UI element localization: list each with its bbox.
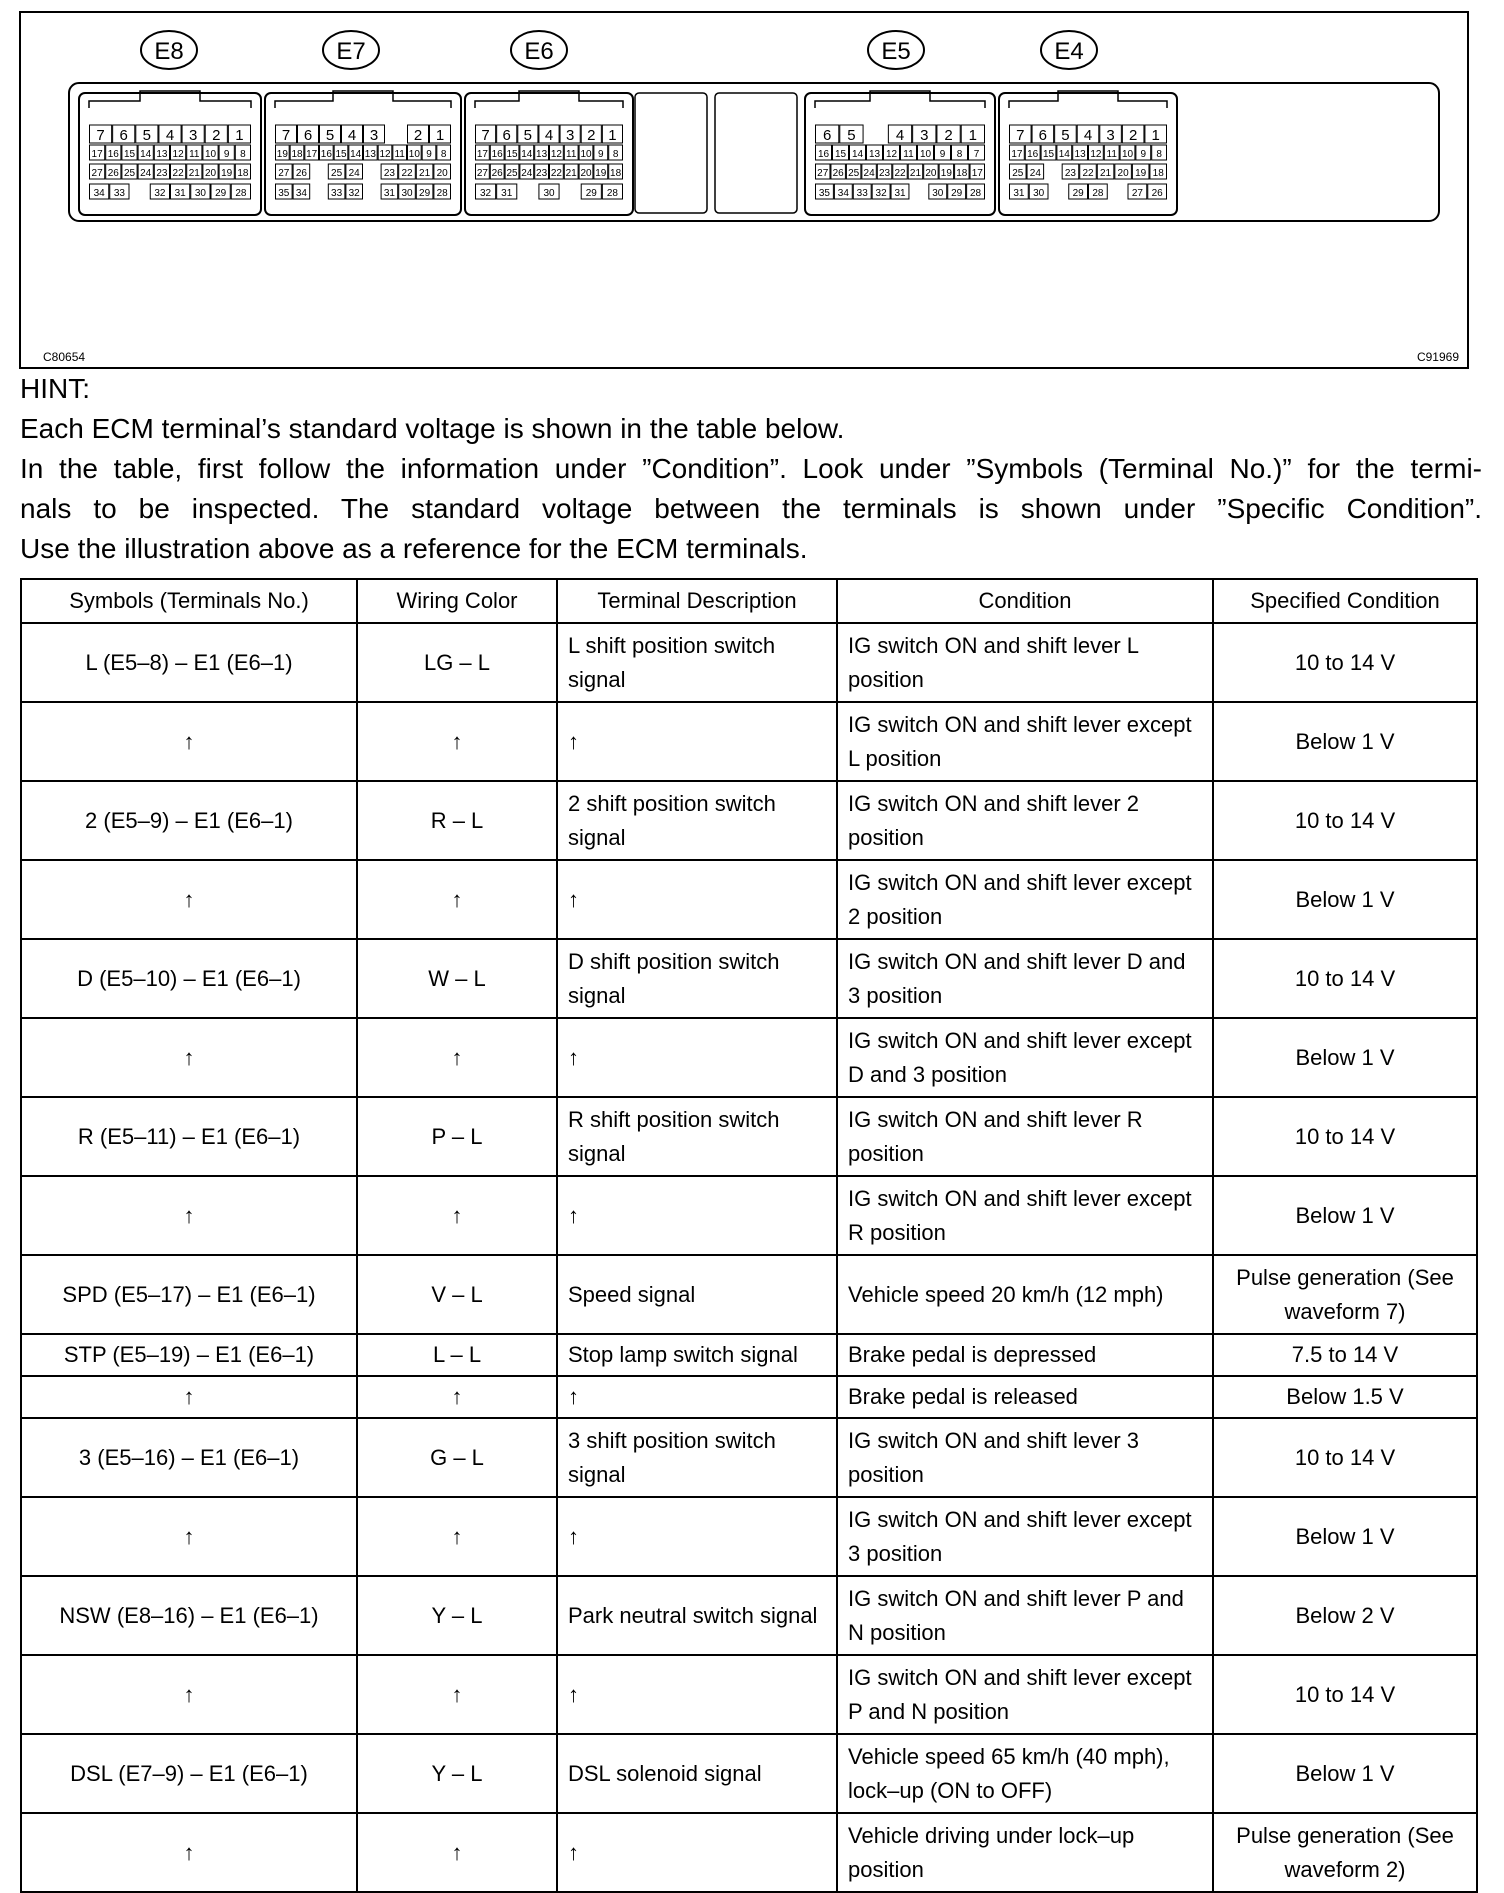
terminal-number: 6 [502, 127, 511, 144]
terminal-number: 10 [919, 149, 932, 160]
terminal-number: 7 [1016, 127, 1025, 144]
cell-description: ↑ [557, 860, 837, 939]
cell-specified: Pulse generation (See waveform 7) [1213, 1255, 1477, 1334]
terminal-number: 11 [903, 149, 914, 160]
terminal-number: 28 [969, 188, 982, 199]
cell-wiring-color: ↑ [357, 1018, 557, 1097]
terminal-number: 7 [481, 127, 490, 144]
terminal-number: 3 [920, 127, 929, 144]
table-row [21, 1376, 1477, 1418]
cell-symbol: STP (E5–19) – E1 (E6–1) [21, 1334, 357, 1376]
terminal-number: 13 [364, 149, 376, 160]
terminal-number: 32 [348, 188, 360, 199]
table-row [21, 1255, 1477, 1334]
terminal-number: 31 [383, 188, 395, 199]
cell-wiring-color: LG – L [357, 623, 557, 702]
terminal-number: 28 [1092, 188, 1104, 199]
cell-specified: Below 1 V [1213, 1497, 1477, 1576]
terminal-number: 22 [172, 168, 184, 179]
terminal-number: 4 [895, 127, 905, 144]
terminal-number: 1 [435, 127, 445, 144]
table-row [21, 939, 1477, 1018]
terminal-number: 23 [383, 168, 395, 179]
terminal-number: 23 [878, 168, 891, 179]
cell-symbol: 3 (E5–16) – E1 (E6–1) [21, 1418, 357, 1497]
cell-symbol: ↑ [21, 1813, 357, 1892]
terminal-number: 24 [1029, 168, 1041, 179]
terminal-number: 25 [123, 168, 136, 179]
terminal-number: 35 [278, 188, 290, 199]
cell-condition: IG switch ON and shift lever except R position [837, 1176, 1213, 1255]
header-specified-condition: Specified Condition [1213, 579, 1477, 623]
cell-description: Stop lamp switch signal [557, 1334, 837, 1376]
cell-wiring-color: P – L [357, 1097, 557, 1176]
terminal-number: 27 [817, 168, 829, 179]
ecm-connector-drawing [21, 13, 1467, 367]
cell-specified: Pulse generation (See waveform 2) [1213, 1813, 1477, 1892]
terminal-number: 19 [276, 149, 288, 160]
terminal-number: 5 [142, 127, 152, 144]
terminal-number: 9 [1140, 149, 1147, 160]
terminal-number: 21 [1099, 168, 1112, 179]
cell-wiring-color: L – L [357, 1334, 557, 1376]
cell-wiring-color: Y – L [357, 1576, 557, 1655]
terminal-number: 22 [894, 168, 906, 179]
terminal-number: 9 [598, 149, 604, 160]
terminal-number: 20 [436, 168, 448, 179]
hint-line-3: nals to be inspected. The standard voltage between the terminals is shown under ”Specific Condition”. [20, 493, 1482, 524]
cell-specified: Below 1 V [1213, 702, 1477, 781]
terminal-number: 34 [93, 188, 105, 199]
cell-specified: 10 to 14 V [1213, 1097, 1477, 1176]
terminal-number: 1 [608, 127, 617, 144]
header-terminal-description: Terminal Description [557, 579, 837, 623]
table-row [21, 860, 1477, 939]
cell-specified: Below 1 V [1213, 1734, 1477, 1813]
cell-wiring-color: V – L [357, 1255, 557, 1334]
terminal-number: 26 [1151, 188, 1163, 199]
cell-description: DSL solenoid signal [557, 1734, 837, 1813]
cell-description: R shift position switch signal [557, 1097, 837, 1176]
cell-condition: IG switch ON and shift lever except D and 3 position [837, 1018, 1213, 1097]
terminal-number: 22 [401, 168, 413, 179]
terminal-number: 8 [240, 149, 246, 160]
cell-description: Speed signal [557, 1255, 837, 1334]
terminal-number: 14 [521, 149, 533, 160]
terminal-number: 16 [817, 149, 830, 160]
terminal-number: 35 [818, 188, 831, 199]
cell-specified: Below 1.5 V [1213, 1376, 1477, 1418]
cell-specified: Below 1 V [1213, 1176, 1477, 1255]
cell-description: ↑ [557, 1176, 837, 1255]
terminal-number: 32 [154, 188, 166, 199]
terminal-number: 18 [1152, 168, 1164, 179]
cell-symbol: ↑ [21, 1376, 357, 1418]
terminal-number: 16 [320, 149, 332, 160]
terminal-number: 30 [543, 188, 555, 199]
connector-e8 [79, 31, 261, 215]
terminal-number: 5 [523, 127, 533, 144]
terminal-number: 6 [1038, 127, 1048, 144]
terminal-number: 30 [932, 188, 944, 199]
cell-condition: Brake pedal is depressed [837, 1334, 1213, 1376]
terminal-number: 10 [580, 149, 592, 160]
terminal-number: 33 [856, 188, 868, 199]
cell-condition: IG switch ON and shift lever P and N position [837, 1576, 1213, 1655]
terminal-number: 13 [868, 149, 881, 160]
cell-specified: 10 to 14 V [1213, 939, 1477, 1018]
terminal-number: 5 [1061, 127, 1070, 144]
terminal-number: 20 [925, 168, 937, 179]
terminal-number: 29 [951, 188, 963, 199]
cell-condition: IG switch ON and shift lever except 2 position [837, 860, 1213, 939]
cell-condition: IG switch ON and shift lever except L position [837, 702, 1213, 781]
cell-wiring-color: ↑ [357, 1813, 557, 1892]
terminal-number: 4 [347, 127, 357, 144]
cell-specified: 10 to 14 V [1213, 623, 1477, 702]
terminal-number: 11 [394, 149, 405, 160]
hint-line-1: Each ECM terminal’s standard voltage is shown in the table below. [20, 413, 845, 444]
connector-e4 [999, 31, 1177, 215]
terminal-number: 27 [278, 168, 290, 179]
terminal-number: 25 [1012, 168, 1024, 179]
terminal-number: 17 [971, 168, 983, 179]
cell-description: ↑ [557, 1655, 837, 1734]
cell-wiring-color: Y – L [357, 1734, 557, 1813]
figure-code-right: C91969 [1416, 350, 1459, 364]
connector-label: E6 [524, 38, 554, 65]
terminal-number: 19 [1135, 168, 1147, 179]
terminal-number: 3 [369, 127, 379, 144]
terminal-number: 24 [863, 168, 875, 179]
terminal-number: 20 [580, 168, 592, 179]
terminal-number: 30 [194, 188, 206, 199]
connector-e6 [465, 31, 633, 215]
terminal-number: 27 [91, 168, 103, 179]
cell-symbol: SPD (E5–17) – E1 (E6–1) [21, 1255, 357, 1334]
cell-condition: Vehicle speed 65 km/h (40 mph), lock–up (ON to OFF) [837, 1734, 1213, 1813]
terminal-number: 12 [1090, 149, 1102, 160]
blank-module [715, 93, 797, 213]
cell-wiring-color: ↑ [357, 1176, 557, 1255]
cell-specified: Below 1 V [1213, 1018, 1477, 1097]
terminal-number: 28 [235, 188, 247, 199]
terminal-number: 16 [491, 149, 503, 160]
cell-condition: IG switch ON and shift lever L position [837, 623, 1213, 702]
terminal-number: 27 [476, 168, 488, 179]
terminal-number: 28 [436, 188, 448, 199]
cell-symbol: ↑ [21, 1018, 357, 1097]
terminal-number: 25 [331, 168, 343, 179]
terminal-number: 19 [595, 168, 607, 179]
header-condition: Condition [837, 579, 1213, 623]
cell-specified: Below 2 V [1213, 1576, 1477, 1655]
cell-wiring-color: ↑ [357, 1497, 557, 1576]
cell-symbol: D (E5–10) – E1 (E6–1) [21, 939, 357, 1018]
cell-condition: IG switch ON and shift lever R position [837, 1097, 1213, 1176]
hint-title: HINT: [20, 373, 90, 404]
terminal-number: 25 [506, 168, 518, 179]
cell-specified: 10 to 14 V [1213, 1418, 1477, 1497]
cell-description: 2 shift position switch signal [557, 781, 837, 860]
terminal-number: 13 [536, 149, 548, 160]
terminal-number: 10 [1121, 149, 1134, 160]
terminal-number: 2 [212, 127, 221, 144]
terminal-number: 17 [476, 149, 488, 160]
terminal-number: 24 [140, 168, 152, 179]
terminal-number: 17 [1011, 149, 1023, 160]
cell-symbol: L (E5–8) – E1 (E6–1) [21, 623, 357, 702]
cell-specified: 7.5 to 14 V [1213, 1334, 1477, 1376]
cell-symbol: ↑ [21, 1497, 357, 1576]
terminal-number: 14 [1058, 149, 1070, 160]
terminal-number: 15 [123, 149, 136, 160]
cell-symbol: 2 (E5–9) – E1 (E6–1) [21, 781, 357, 860]
table-header-row [21, 579, 1477, 623]
terminal-number: 23 [536, 168, 548, 179]
cell-description: ↑ [557, 702, 837, 781]
table-row [21, 1497, 1477, 1576]
terminal-number: 23 [1064, 168, 1077, 179]
terminal-number: 27 [1131, 188, 1143, 199]
terminal-number: 1 [235, 127, 244, 144]
terminal-number: 26 [491, 168, 503, 179]
terminal-number: 26 [107, 168, 119, 179]
terminal-number: 14 [350, 149, 362, 160]
blank-module [635, 93, 707, 213]
terminal-number: 8 [956, 149, 963, 160]
connector-e5 [805, 31, 995, 215]
terminal-number: 17 [91, 149, 103, 160]
hint-line-2: In the table, first follow the information under ”Condition”. Look under ”Symbols (Terminal No.)” for the termi- [20, 453, 1482, 484]
terminal-number: 18 [956, 168, 968, 179]
terminal-number: 7 [973, 149, 980, 160]
terminal-number: 26 [295, 168, 307, 179]
cell-description: ↑ [557, 1497, 837, 1576]
connector-label: E5 [881, 38, 911, 65]
table-row [21, 1018, 1477, 1097]
terminal-number: 21 [565, 168, 577, 179]
terminal-number: 12 [379, 149, 391, 160]
terminal-number: 32 [875, 188, 887, 199]
terminal-number: 33 [113, 188, 125, 199]
terminal-number: 21 [188, 168, 200, 179]
terminal-number: 22 [550, 168, 562, 179]
terminal-number: 12 [172, 149, 184, 160]
cell-condition: Vehicle speed 20 km/h (12 mph) [837, 1255, 1213, 1334]
terminal-number: 13 [156, 149, 168, 160]
terminal-number: 19 [940, 168, 952, 179]
terminal-number: 9 [426, 149, 432, 160]
terminal-number: 3 [188, 127, 198, 144]
terminal-number: 5 [847, 127, 856, 144]
terminal-number: 9 [939, 149, 946, 160]
cell-description: ↑ [557, 1376, 837, 1418]
table-row [21, 623, 1477, 702]
terminal-voltage-table [20, 578, 1478, 1893]
terminal-number: 24 [521, 168, 533, 179]
terminal-number: 14 [140, 149, 152, 160]
terminal-number: 17 [306, 149, 318, 160]
terminal-number: 22 [1082, 168, 1094, 179]
terminal-number: 26 [832, 168, 844, 179]
terminal-number: 25 [848, 168, 860, 179]
terminal-number: 16 [107, 149, 119, 160]
terminal-number: 8 [1156, 149, 1162, 160]
table-row [21, 1334, 1477, 1376]
cell-description: 3 shift position switch signal [557, 1418, 837, 1497]
cell-wiring-color: R – L [357, 781, 557, 860]
cell-symbol: ↑ [21, 1655, 357, 1734]
terminal-number: 18 [291, 149, 303, 160]
terminal-number: 33 [331, 188, 343, 199]
terminal-number: 11 [566, 149, 577, 160]
terminal-number: 32 [480, 188, 492, 199]
terminal-number: 15 [1042, 149, 1055, 160]
connector-e7 [265, 31, 461, 215]
terminal-number: 6 [303, 127, 313, 144]
cell-condition: IG switch ON and shift lever D and 3 position [837, 939, 1213, 1018]
terminal-number: 24 [348, 168, 360, 179]
header-wiring-color: Wiring Color [357, 579, 557, 623]
terminal-number: 6 [119, 127, 128, 144]
table-row [21, 1655, 1477, 1734]
connector-label: E4 [1054, 38, 1084, 65]
terminal-number: 18 [237, 168, 249, 179]
table-row [21, 1576, 1477, 1655]
terminal-number: 12 [885, 149, 898, 160]
cell-specified: 10 to 14 V [1213, 781, 1477, 860]
ecm-connector-illustration [19, 11, 1469, 369]
terminal-number: 7 [281, 127, 291, 144]
terminal-number: 4 [544, 127, 554, 144]
cell-wiring-color: W – L [357, 939, 557, 1018]
cell-condition: Brake pedal is released [837, 1376, 1213, 1418]
terminal-number: 2 [587, 127, 596, 144]
terminal-number: 19 [221, 168, 233, 179]
terminal-number: 12 [550, 149, 562, 160]
terminal-number: 7 [96, 127, 105, 144]
cell-condition: IG switch ON and shift lever except P and N position [837, 1655, 1213, 1734]
terminal-number: 29 [1072, 188, 1084, 199]
terminal-number: 28 [606, 188, 618, 199]
terminal-number: 3 [565, 127, 575, 144]
terminal-number: 30 [401, 188, 413, 199]
table-row [21, 1418, 1477, 1497]
table-row [21, 1734, 1477, 1813]
cell-specified: Below 1 V [1213, 860, 1477, 939]
terminal-number: 16 [1027, 149, 1039, 160]
terminal-number: 4 [165, 127, 175, 144]
terminal-number: 29 [585, 188, 597, 199]
connector-label: E8 [154, 38, 184, 65]
cell-description: ↑ [557, 1813, 837, 1892]
terminal-number: 23 [156, 168, 168, 179]
cell-description: ↑ [557, 1018, 837, 1097]
terminal-number: 31 [894, 188, 906, 199]
terminal-number: 34 [837, 188, 849, 199]
terminal-number: 2 [1128, 127, 1138, 144]
terminal-number: 5 [325, 127, 335, 144]
terminal-number: 9 [223, 149, 230, 160]
terminal-number: 30 [1033, 188, 1045, 199]
terminal-number: 29 [419, 188, 431, 199]
table-row [21, 781, 1477, 860]
figure-code-left: C80654 [43, 350, 86, 364]
terminal-number: 3 [1106, 127, 1115, 144]
cell-symbol: R (E5–11) – E1 (E6–1) [21, 1097, 357, 1176]
terminal-number: 13 [1074, 149, 1086, 160]
terminal-number: 21 [909, 168, 922, 179]
terminal-number: 15 [506, 149, 518, 160]
cell-wiring-color: ↑ [357, 1376, 557, 1418]
terminal-number: 10 [408, 149, 420, 160]
terminal-number: 34 [295, 188, 307, 199]
terminal-number: 18 [610, 168, 622, 179]
cell-description: D shift position switch signal [557, 939, 837, 1018]
terminal-number: 8 [612, 149, 619, 160]
cell-symbol: ↑ [21, 860, 357, 939]
terminal-number: 31 [501, 188, 513, 199]
cell-condition: IG switch ON and shift lever 3 position [837, 1418, 1213, 1497]
table-row [21, 702, 1477, 781]
terminal-number: 2 [413, 127, 423, 144]
table-row [21, 1176, 1477, 1255]
cell-specified: 10 to 14 V [1213, 1655, 1477, 1734]
terminal-number: 8 [440, 149, 447, 160]
terminal-number: 15 [834, 149, 847, 160]
cell-description: L shift position switch signal [557, 623, 837, 702]
terminal-number: 6 [822, 127, 832, 144]
terminal-number: 2 [944, 127, 953, 144]
cell-condition: IG switch ON and shift lever 2 position [837, 781, 1213, 860]
connector-label: E7 [336, 38, 366, 65]
hint-section [20, 369, 1482, 569]
cell-wiring-color: ↑ [357, 702, 557, 781]
terminal-number: 14 [851, 149, 864, 160]
cell-description: Park neutral switch signal [557, 1576, 837, 1655]
cell-wiring-color: ↑ [357, 860, 557, 939]
cell-symbol: ↑ [21, 1176, 357, 1255]
cell-condition: IG switch ON and shift lever except 3 position [837, 1497, 1213, 1576]
cell-symbol: NSW (E8–16) – E1 (E6–1) [21, 1576, 357, 1655]
terminal-number: 20 [204, 168, 217, 179]
terminal-number: 1 [968, 127, 978, 144]
terminal-number: 31 [174, 188, 186, 199]
terminal-number: 1 [1151, 127, 1160, 144]
terminal-number: 20 [1117, 168, 1129, 179]
cell-wiring-color: ↑ [357, 1655, 557, 1734]
cell-symbol: ↑ [21, 702, 357, 781]
cell-symbol: DSL (E7–9) – E1 (E6–1) [21, 1734, 357, 1813]
terminal-number: 4 [1083, 127, 1093, 144]
terminal-number: 29 [215, 188, 227, 199]
terminal-number: 10 [204, 149, 217, 160]
terminal-number: 31 [1013, 188, 1025, 199]
terminal-number: 21 [419, 168, 431, 179]
header-symbols: Symbols (Terminals No.) [21, 579, 357, 623]
terminal-number: 11 [1106, 149, 1117, 160]
table-row [21, 1097, 1477, 1176]
cell-wiring-color: G – L [357, 1418, 557, 1497]
cell-condition: Vehicle driving under lock–up position [837, 1813, 1213, 1892]
table-row [21, 1813, 1477, 1892]
hint-line-4: Use the illustration above as a reference for the ECM terminals. [20, 533, 808, 564]
terminal-number: 11 [189, 149, 200, 160]
terminal-number: 15 [335, 149, 347, 160]
